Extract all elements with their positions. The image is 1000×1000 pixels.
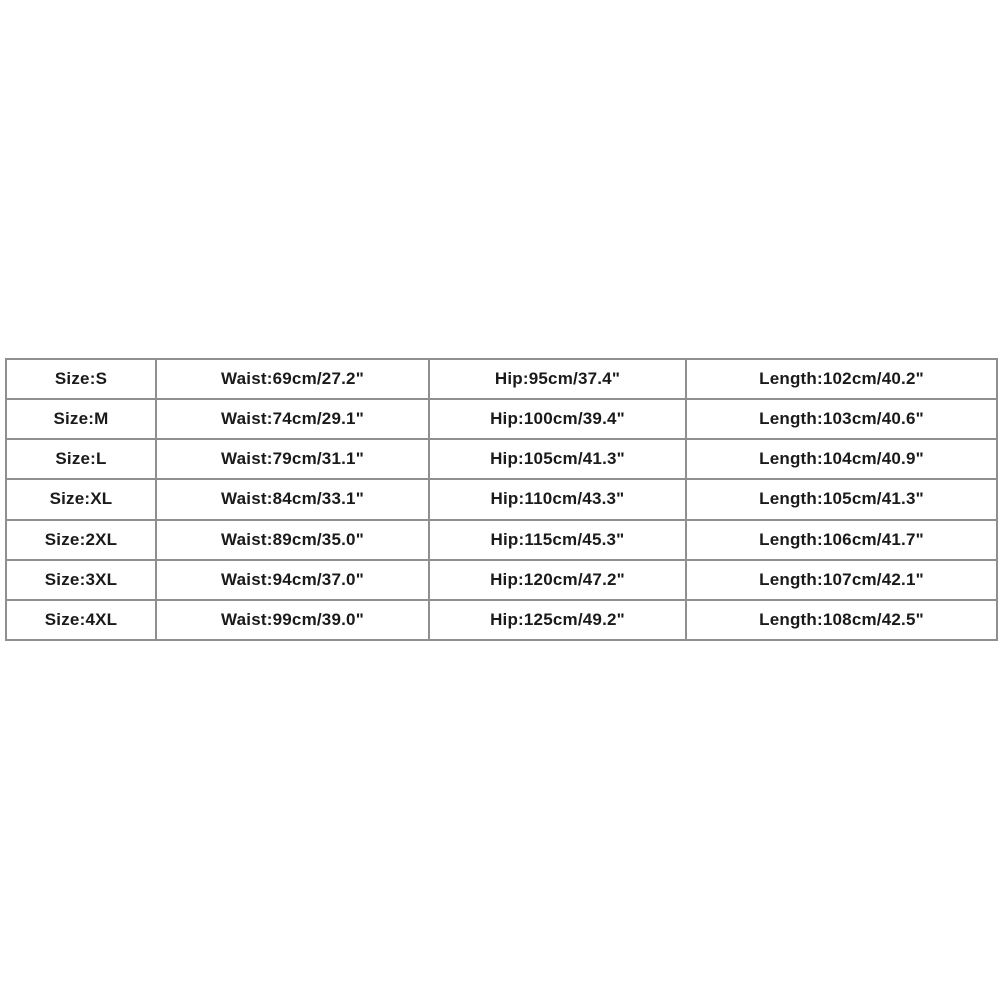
table-row — [6, 439, 997, 479]
hip-cell: Hip:115cm/45.3" — [429, 520, 686, 560]
length-cell: Length:105cm/41.3" — [686, 479, 997, 519]
length-cell: Length:106cm/41.7" — [686, 520, 997, 560]
size-cell: Size:S — [6, 359, 156, 399]
length-cell: Length:102cm/40.2" — [686, 359, 997, 399]
hip-cell: Hip:105cm/41.3" — [429, 439, 686, 479]
waist-cell: Waist:84cm/33.1" — [156, 479, 429, 519]
size-cell: Size:M — [6, 399, 156, 439]
table-row — [6, 520, 997, 560]
size-cell: Size:3XL — [6, 560, 156, 600]
hip-cell: Hip:95cm/37.4" — [429, 359, 686, 399]
size-cell: Size:4XL — [6, 600, 156, 640]
table-row — [6, 359, 997, 399]
waist-cell: Waist:74cm/29.1" — [156, 399, 429, 439]
table-row — [6, 479, 997, 519]
hip-cell: Hip:120cm/47.2" — [429, 560, 686, 600]
size-cell: Size:L — [6, 439, 156, 479]
table-row — [6, 600, 997, 640]
hip-cell: Hip:110cm/43.3" — [429, 479, 686, 519]
length-cell: Length:103cm/40.6" — [686, 399, 997, 439]
waist-cell: Waist:79cm/31.1" — [156, 439, 429, 479]
waist-cell: Waist:89cm/35.0" — [156, 520, 429, 560]
size-cell: Size:XL — [6, 479, 156, 519]
length-cell: Length:108cm/42.5" — [686, 600, 997, 640]
waist-cell: Waist:69cm/27.2" — [156, 359, 429, 399]
size-cell: Size:2XL — [6, 520, 156, 560]
length-cell: Length:104cm/40.9" — [686, 439, 997, 479]
table-row — [6, 560, 997, 600]
waist-cell: Waist:99cm/39.0" — [156, 600, 429, 640]
size-chart-table — [5, 358, 998, 641]
hip-cell: Hip:125cm/49.2" — [429, 600, 686, 640]
hip-cell: Hip:100cm/39.4" — [429, 399, 686, 439]
length-cell: Length:107cm/42.1" — [686, 560, 997, 600]
waist-cell: Waist:94cm/37.0" — [156, 560, 429, 600]
table-row — [6, 399, 997, 439]
